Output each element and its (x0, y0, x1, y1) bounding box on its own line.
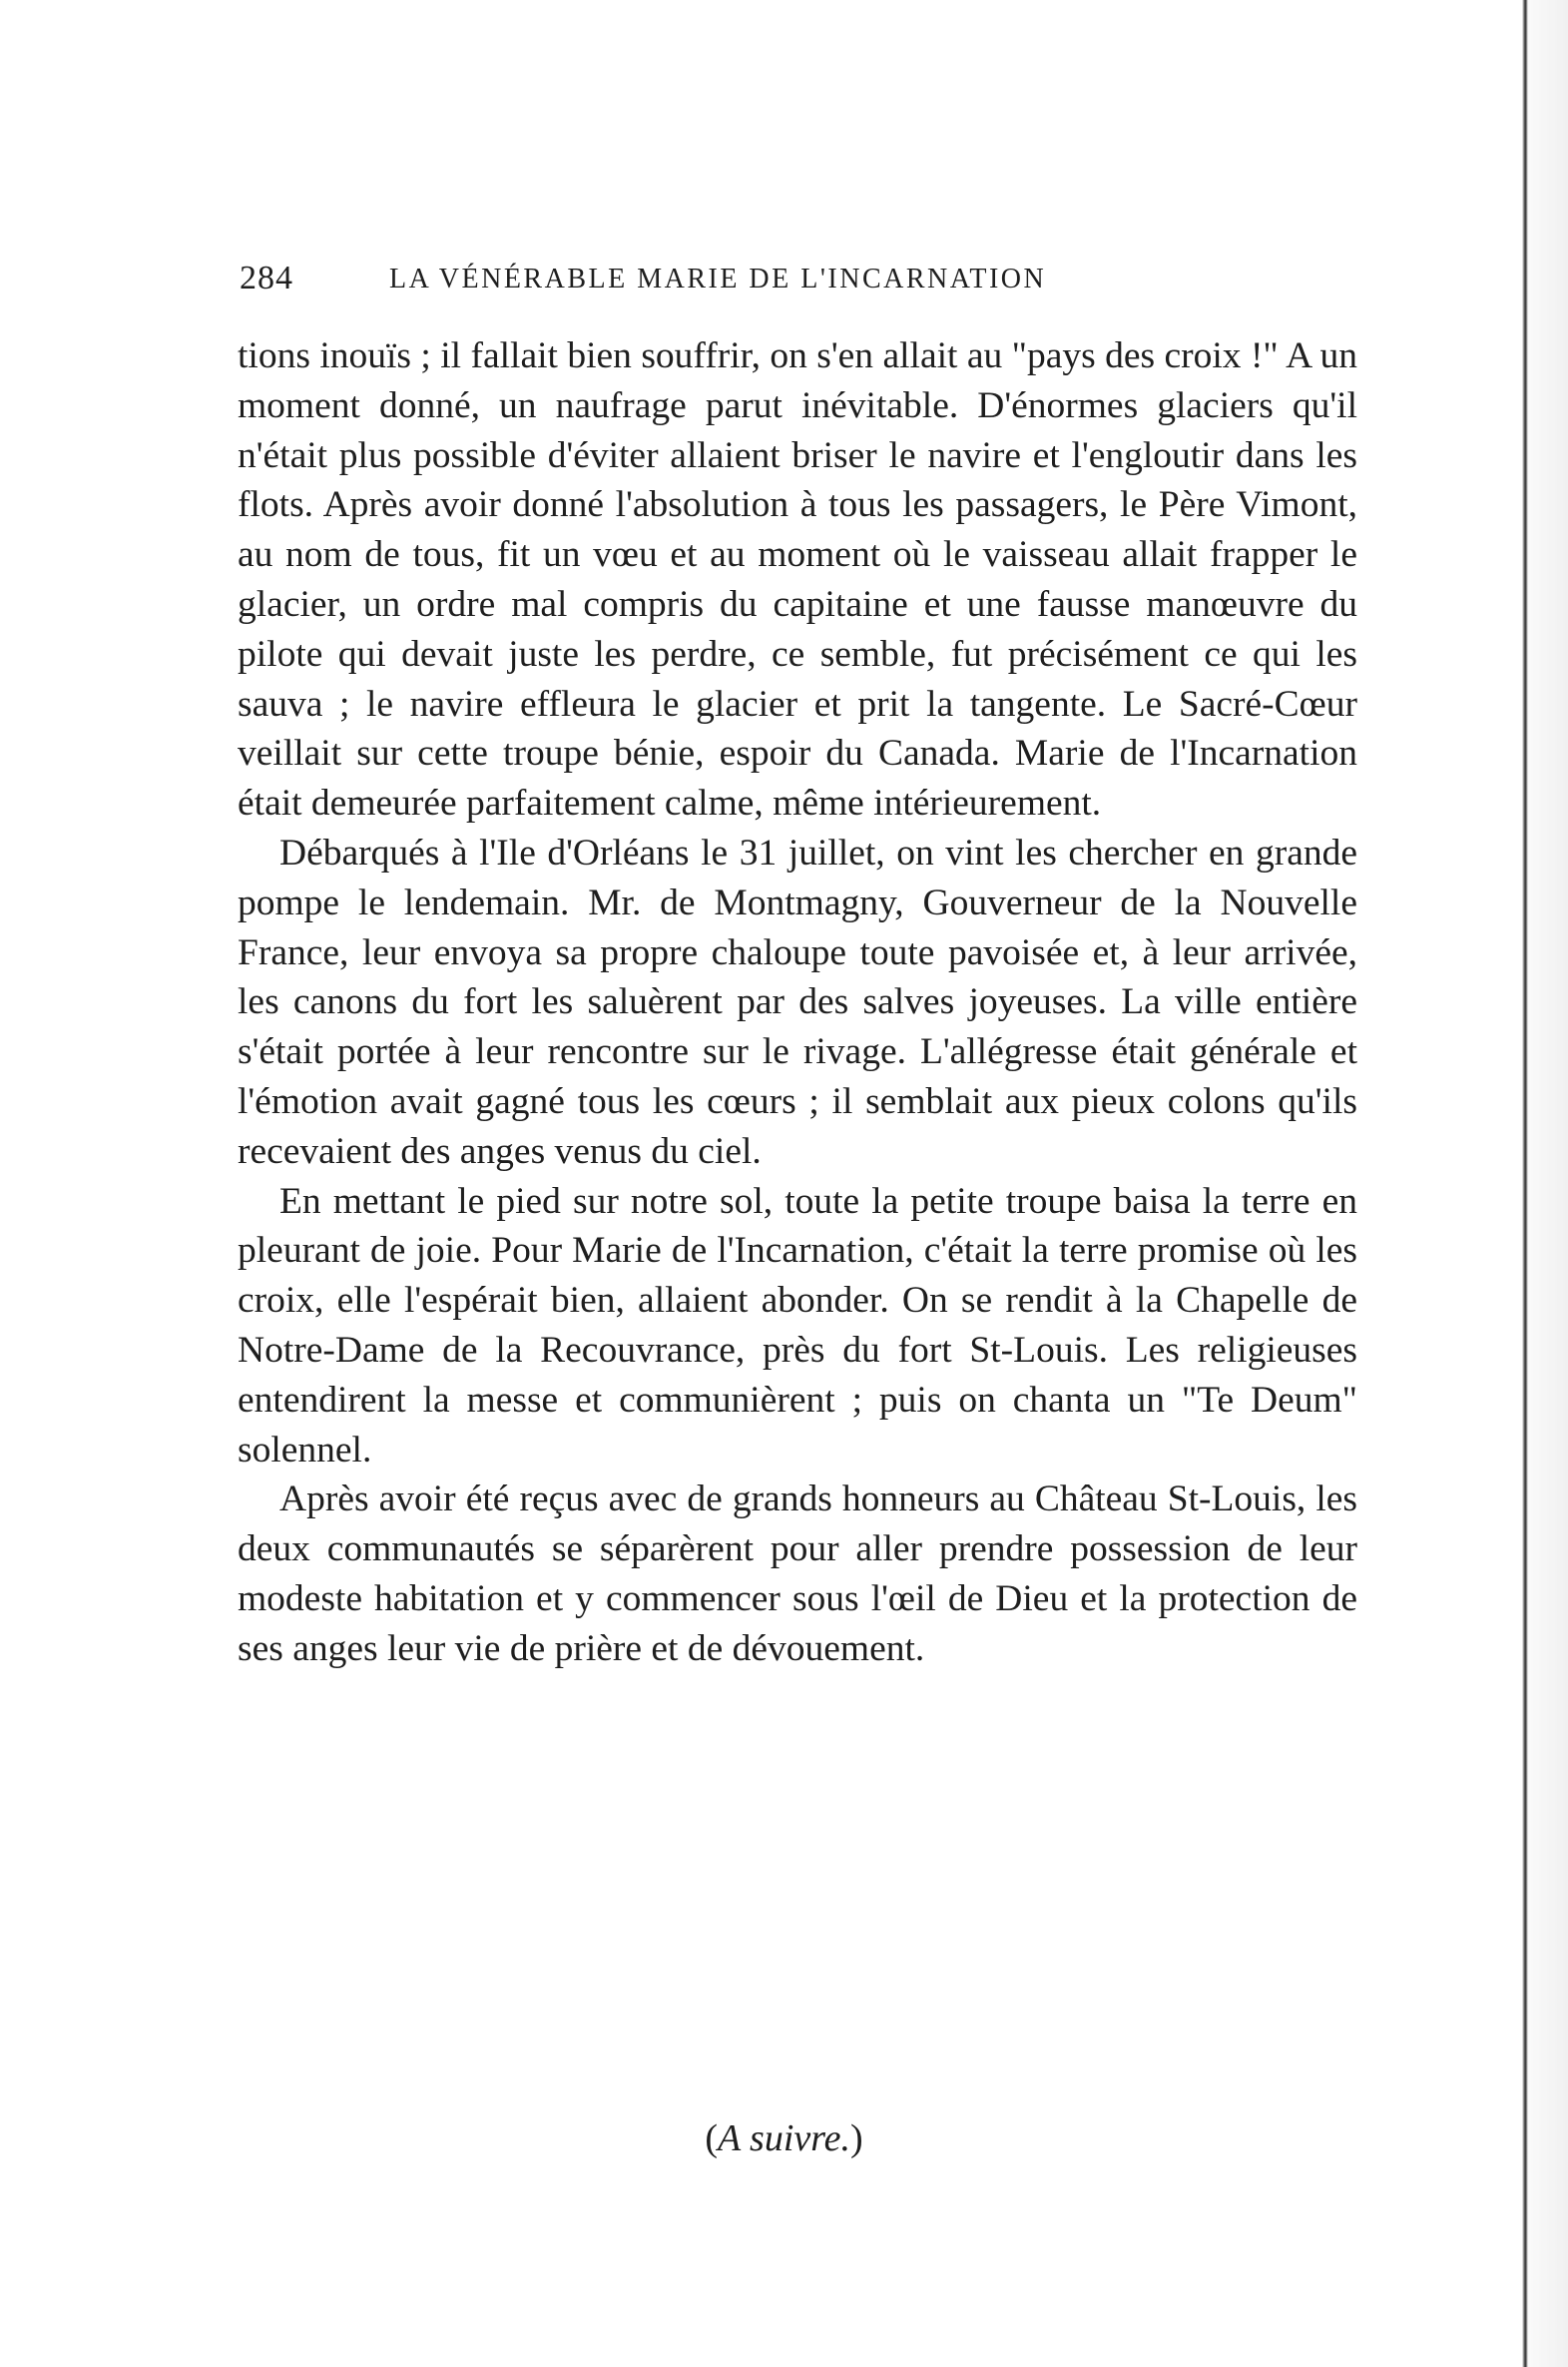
paragraph-4: Après avoir été reçus avec de grands honneurs au Château St-Louis, les deux communautés se séparèrent pour aller prendre possession de leur modeste habitation et y commencer sous l'œil de Dieu et la protection de ses anges leur vie de prière et de dévouement. (238, 1479, 1357, 1669)
page-edge (1528, 0, 1568, 2367)
closing-close-paren: ) (849, 2117, 863, 2159)
running-title: LA VÉNÉRABLE MARIE DE L'INCARNATION (389, 264, 1047, 295)
paragraph-3: En mettant le pied sur notre sol, toute la petite troupe baisa la terre en pleurant de joie. Pour Marie de l'Incarnation, c'était la terre promise où les croix, elle l'espérait bien, allaient abonder. On se rendit à la Chapelle de Notre-Dame de la Recouvrance, près du fort St-Louis. Les religieuses entendirent la messe et communièrent ; puis on chanta un "Te Deum" solennel. (238, 1180, 1357, 1471)
page-header (240, 260, 1268, 307)
closing-open-paren: ( (705, 2117, 718, 2159)
to-be-continued (0, 2116, 1568, 2160)
paragraph-2: Débarqués à l'Ile d'Orléans le 31 juillet, on vint les chercher en grande pompe le lendemain. Mr. de Montmagny, Gouverneur de la Nouvelle France, leur envoya sa propre chaloupe toute pavoisée et, à leur arrivée, les canons du fort les saluèrent par des salves joyeuses. La ville entière s'était portée à leur rencontre sur le rivage. L'allégresse était générale et l'émotion avait gagné tous les cœurs ; il semblait aux pieux colons qu'ils recevaient des anges venus du ciel. (238, 832, 1357, 1172)
closing-text: A suivre. (718, 2117, 850, 2159)
binding-shadow (1522, 0, 1528, 2367)
paragraph-1: tions inouïs ; il fallait bien souffrir, on s'en allait au "pays des croix !" A un moment donné, un naufrage parut inévitable. D'énormes glaciers qu'il n'était plus possible d'éviter allaient briser le navire et l'engloutir dans les flots. Après avoir donné l'absolution à tous les passagers, le Père Vimont, au nom de tous, fit un vœu et au moment où le vaisseau allait frapper le glacier, un ordre mal compris du capitaine et une fausse manœuvre du pilote qui devait juste les perdre, ce semble, fut précisément ce qui les sauva ; le navire effleura le glacier et prit la tangente. Le Sacré-Cœur veillait sur cette troupe bénie, espoir du Canada. Marie de l'Incarnation était demeurée parfaitement calme, même intérieurement. (238, 335, 1357, 825)
page-number: 284 (240, 260, 293, 296)
body-text (238, 331, 1357, 1674)
